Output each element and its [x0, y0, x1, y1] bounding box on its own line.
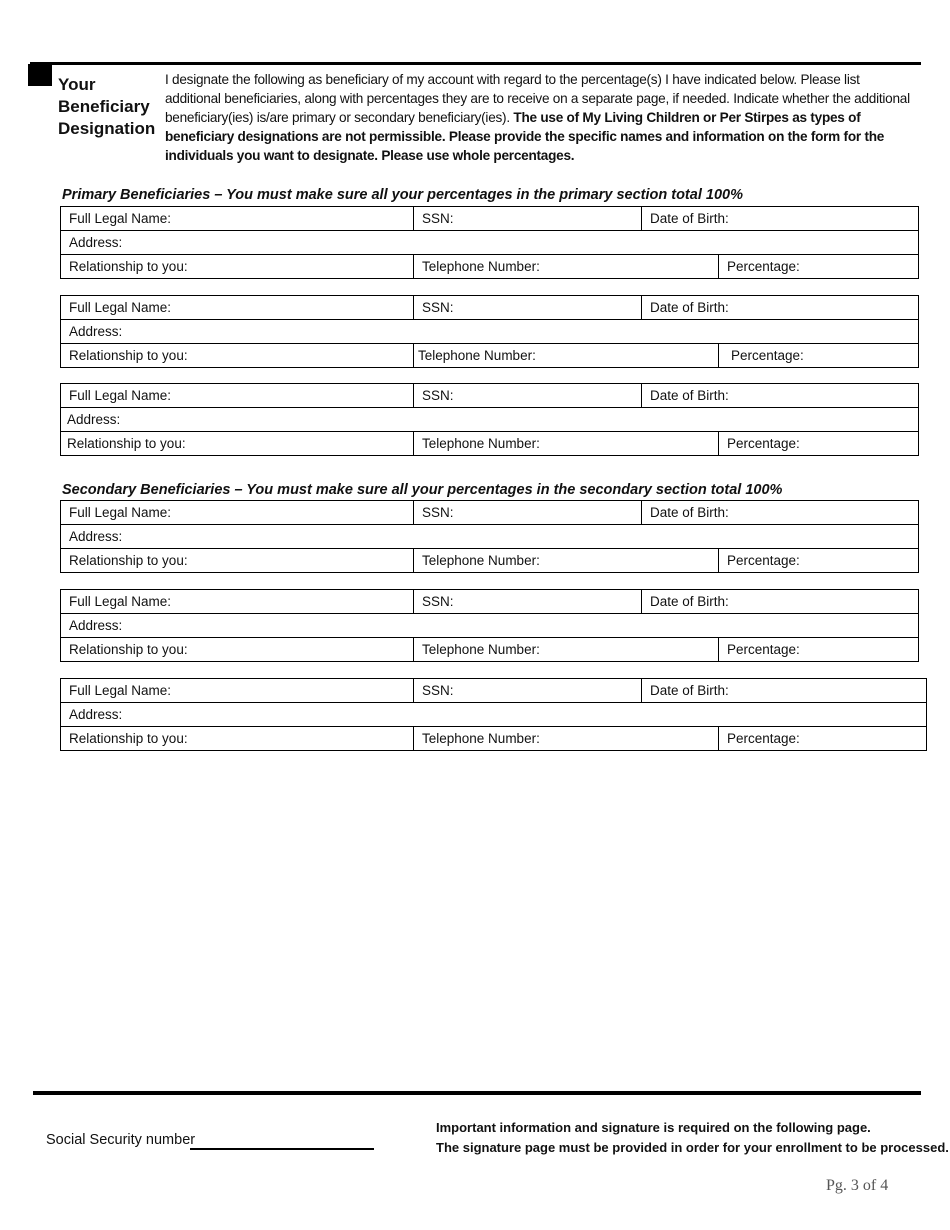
name-row — [61, 296, 918, 320]
notice-line: Important information and signature is required on the following page. — [436, 1120, 871, 1135]
social-security-label: Social Security number — [46, 1132, 196, 1148]
telephone-field[interactable]: Telephone Number: — [413, 344, 718, 367]
relationship-field[interactable]: Relationship to you: — [69, 553, 188, 568]
intro-paragraph — [165, 70, 910, 165]
percentage-field[interactable]: Percentage: — [718, 638, 918, 661]
ssn-field[interactable]: SSN: — [413, 590, 641, 613]
name-row — [61, 501, 918, 525]
address-row — [61, 231, 918, 255]
telephone-field[interactable]: Telephone Number: — [413, 727, 718, 750]
ssn-field[interactable]: SSN: — [413, 501, 641, 524]
section-title — [58, 74, 158, 140]
full-legal-name-field[interactable]: Full Legal Name: — [69, 388, 172, 403]
ssn-field[interactable]: SSN: — [413, 207, 641, 230]
relationship-row — [61, 638, 918, 661]
telephone-field[interactable]: Telephone Number: — [413, 638, 718, 661]
relationship-row — [61, 727, 926, 750]
address-field[interactable]: Address: — [69, 235, 123, 250]
signature-notice — [436, 1118, 949, 1158]
primary-heading: Primary Beneficiaries – You must make sure all your percentages in the primary section total 100% — [62, 187, 743, 203]
secondary-heading: Secondary Beneficiaries – You must make sure all your percentages in the secondary section total 100% — [62, 482, 783, 498]
relationship-field[interactable]: Relationship to you: — [69, 259, 188, 274]
address-row — [61, 614, 918, 638]
address-field[interactable]: Address: — [67, 412, 121, 427]
beneficiary-block — [60, 500, 919, 573]
full-legal-name-field[interactable]: Full Legal Name: — [69, 211, 172, 226]
full-legal-name-field[interactable]: Full Legal Name: — [69, 594, 172, 609]
percentage-field[interactable]: Percentage: — [718, 255, 918, 278]
address-row — [61, 320, 918, 344]
percentage-field[interactable]: Percentage: — [718, 344, 918, 367]
address-row — [61, 408, 918, 432]
address-field[interactable]: Address: — [69, 618, 123, 633]
section-marker — [28, 64, 52, 86]
telephone-field[interactable]: Telephone Number: — [413, 549, 718, 572]
date-of-birth-field[interactable]: Date of Birth: — [641, 384, 918, 407]
ssn-field[interactable]: SSN: — [413, 296, 641, 319]
relationship-row — [61, 344, 918, 367]
name-row — [61, 590, 918, 614]
relationship-row — [61, 432, 918, 455]
ssn-field[interactable]: SSN: — [413, 384, 641, 407]
full-legal-name-field[interactable]: Full Legal Name: — [69, 300, 172, 315]
name-row — [61, 384, 918, 408]
address-field[interactable]: Address: — [69, 324, 123, 339]
name-row — [61, 207, 918, 231]
address-row — [61, 525, 918, 549]
beneficiary-block — [60, 678, 927, 751]
date-of-birth-field[interactable]: Date of Birth: — [641, 296, 918, 319]
address-field[interactable]: Address: — [69, 707, 123, 722]
relationship-row — [61, 255, 918, 278]
notice-line: The signature page must be provided in order for your enrollment to be processed. — [436, 1140, 949, 1155]
date-of-birth-field[interactable]: Date of Birth: — [641, 679, 926, 702]
beneficiary-block — [60, 589, 919, 662]
relationship-row — [61, 549, 918, 572]
section-title-line: Designation — [58, 119, 156, 138]
beneficiary-block — [60, 295, 919, 368]
intro-bold-text: The use of My Living Children or Per Stirpes as types of beneficiary designations are not permissible. Please provide the specific names and information on the form for the individuals you want to designate. Please use whole percentages. — [165, 110, 885, 163]
percentage-field[interactable]: Percentage: — [718, 727, 926, 750]
address-field[interactable]: Address: — [69, 529, 123, 544]
relationship-field[interactable]: Relationship to you: — [69, 642, 188, 657]
date-of-birth-field[interactable]: Date of Birth: — [641, 207, 918, 230]
percentage-field[interactable]: Percentage: — [718, 549, 918, 572]
percentage-field[interactable]: Percentage: — [718, 432, 918, 455]
ssn-field[interactable]: SSN: — [413, 679, 641, 702]
relationship-field[interactable]: Relationship to you: — [67, 436, 186, 451]
relationship-field[interactable]: Relationship to you: — [69, 731, 188, 746]
address-row — [61, 703, 926, 727]
full-legal-name-field[interactable]: Full Legal Name: — [69, 683, 172, 698]
social-security-input-line[interactable] — [190, 1148, 374, 1150]
bottom-rule — [33, 1091, 921, 1095]
full-legal-name-field[interactable]: Full Legal Name: — [69, 505, 172, 520]
beneficiary-block — [60, 206, 919, 279]
page-number: Pg. 3 of 4 — [826, 1177, 889, 1194]
telephone-field[interactable]: Telephone Number: — [413, 432, 718, 455]
section-title-line: Your — [58, 75, 96, 94]
intro-text: I designate the following as beneficiary of my account with regard to the percentage(s) I have indicated below. Please list additional beneficiaries, along with percentages they are to receive on a separate page, if needed. Indicate whether the additional beneficiary(ies) is/are primary or secondary beneficiary(ies). — [165, 72, 910, 125]
beneficiary-block — [60, 383, 919, 456]
section-title-line: Beneficiary — [58, 97, 150, 116]
telephone-field[interactable]: Telephone Number: — [413, 255, 718, 278]
date-of-birth-field[interactable]: Date of Birth: — [641, 501, 918, 524]
date-of-birth-field[interactable]: Date of Birth: — [641, 590, 918, 613]
name-row — [61, 679, 926, 703]
relationship-field[interactable]: Relationship to you: — [69, 348, 188, 363]
top-rule — [30, 62, 921, 65]
